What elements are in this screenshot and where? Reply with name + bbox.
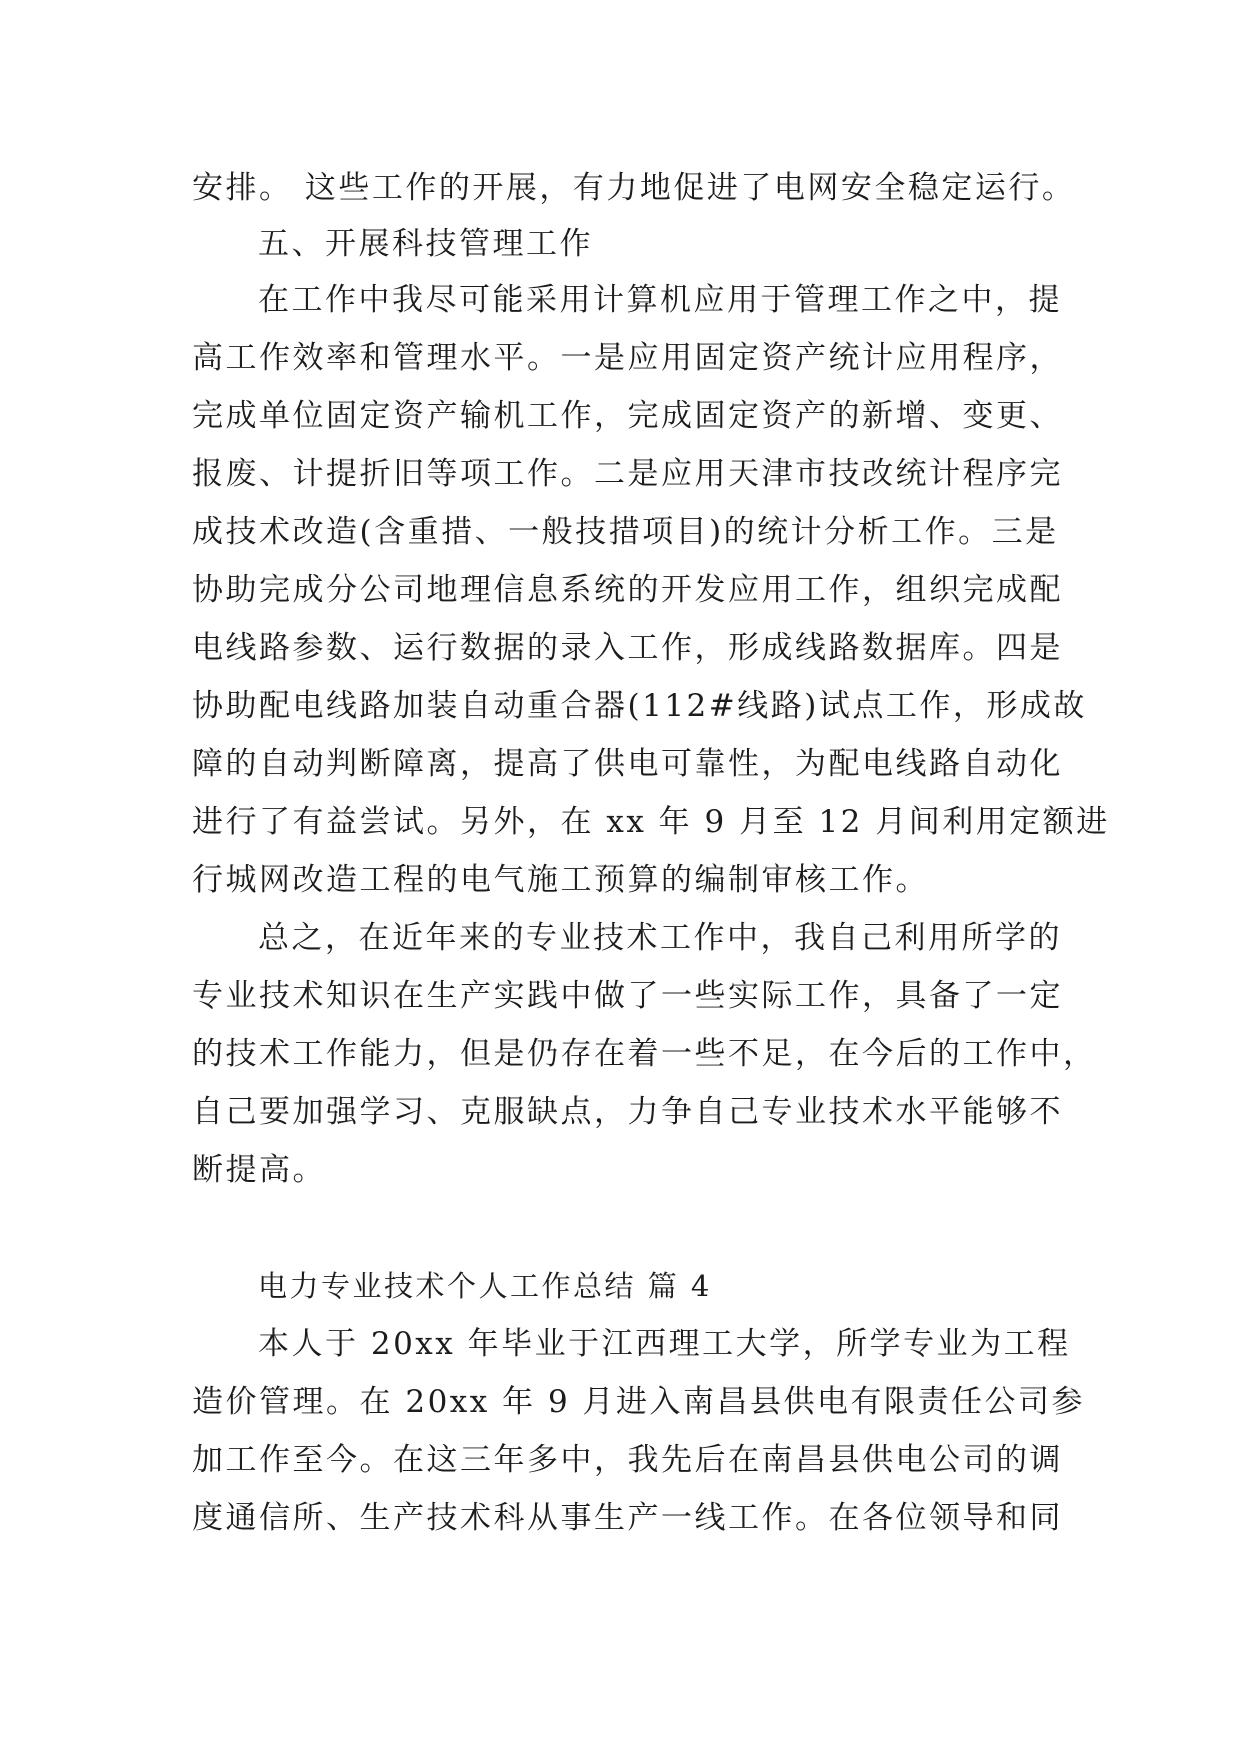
text-line: 进行了有益尝试。另外，在 xx 年 9 月至 12 月间利用定额进 <box>192 804 1110 840</box>
text-line: 协助完成分公司地理信息系统的开发应用工作，组织完成配 <box>192 572 1063 608</box>
section-heading: 五、开展科技管理工作 <box>258 226 593 262</box>
text-line: 行城网改造工程的电气施工预算的编制审核工作。 <box>192 862 929 898</box>
text-line: 在工作中我尽可能采用计算机应用于管理工作之中，提 <box>258 282 1062 318</box>
text-line: 本人于 20xx 年毕业于江西理工大学，所学专业为工程 <box>258 1326 1071 1362</box>
text-line: 自己要加强学习、克服缺点，力争自己专业技术水平能够不 <box>192 1094 1063 1130</box>
text-line: 度通信所、生产技术科从事生产一线工作。在各位领导和同 <box>192 1500 1063 1536</box>
text-line: 完成单位固定资产输机工作，完成固定资产的新增、变更、 <box>192 398 1063 434</box>
text-line: 造价管理。在 20xx 年 9 月进入南昌县供电有限责任公司参 <box>192 1384 1086 1420</box>
text-line: 电线路参数、运行数据的录入工作，形成线路数据库。四是 <box>192 630 1063 666</box>
text-line: 专业技术知识在生产实践中做了一些实际工作，具备了一定 <box>192 978 1063 1014</box>
text-line: 高工作效率和管理水平。一是应用固定资产统计应用程序， <box>192 340 1063 376</box>
text-line: 报废、计提折旧等项工作。二是应用天津市技改统计程序完 <box>192 456 1063 492</box>
article-title: 电力专业技术个人工作总结 篇 4 <box>258 1269 712 1303</box>
text-line: 安排。 这些工作的开展，有力地促进了电网安全稳定运行。 <box>192 170 1076 206</box>
text-line: 加工作至今。在这三年多中，我先后在南昌县供电公司的调 <box>192 1442 1063 1478</box>
text-line: 障的自动判断障离，提高了供电可靠性，为配电线路自动化 <box>192 746 1063 782</box>
text-line: 成技术改造(含重措、一般技措项目)的统计分析工作。三是 <box>192 514 1059 550</box>
text-line: 断提高。 <box>192 1152 326 1188</box>
text-line: 总之，在近年来的专业技术工作中，我自己利用所学的 <box>258 920 1062 956</box>
text-line: 协助配电线路加装自动重合器(112#线路)试点工作，形成故 <box>192 688 1087 724</box>
text-line: 的技术工作能力，但是仍存在着一些不足，在今后的工作中， <box>192 1036 1097 1072</box>
